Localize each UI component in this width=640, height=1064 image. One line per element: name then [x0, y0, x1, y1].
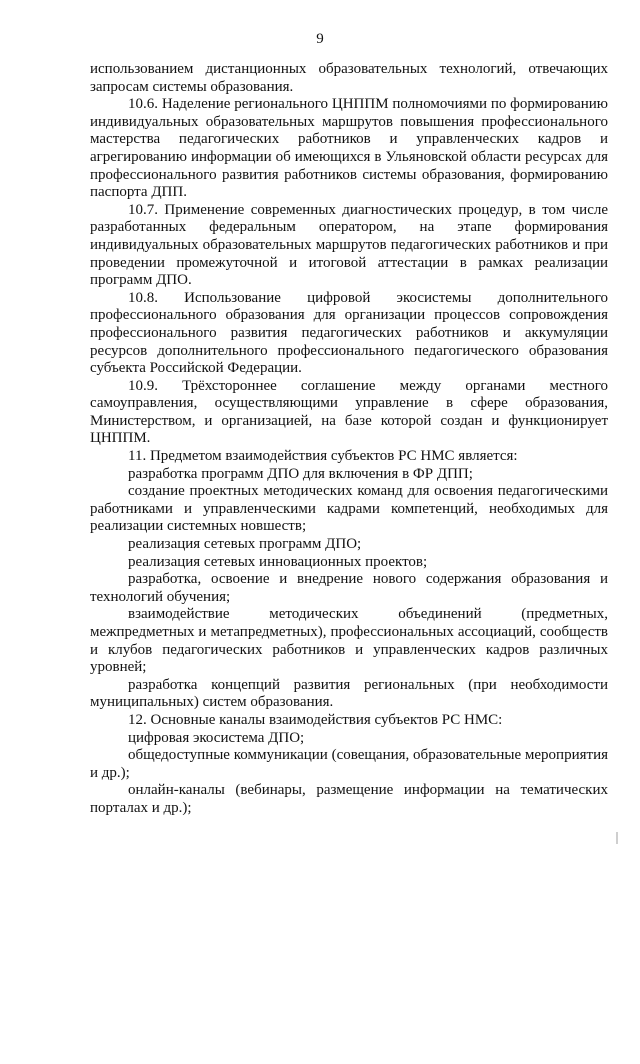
- document-body: [90, 61, 608, 818]
- paragraph-10-7: 10.7. Применение современных диагностических процедур, в том числе разработанных федеральным оператором, на этапе формирования индивидуальных образовательных маршрутов педагогических работников и при проведении промежуточной и итоговой аттестации в рамках реализации программ ДПО.: [90, 201, 608, 289]
- page-number: 9: [316, 31, 324, 47]
- paragraph-10-9: 10.9. Трёхстороннее соглашение между органами местного самоуправления, осуществляющими управление в сфере образования, Министерством, и организацией, на базе которой создан и функционирует ЦНППМ.: [90, 377, 608, 447]
- list-item-new-content: разработка, освоение и внедрение нового содержания образования и технологий обучения;: [90, 571, 608, 605]
- paragraph-11-heading: 11. Предметом взаимодействия субъектов РС НМС является:: [128, 448, 518, 465]
- paragraph-12-heading: 12. Основные каналы взаимодействия субъектов РС НМС:: [128, 711, 503, 728]
- list-item-project-teams: создание проектных методических команд для освоения педагогическими работниками и управленческими кадрами компетенций, необходимых для реализации системных новшеств;: [90, 483, 608, 535]
- paragraph-10-8: 10.8. Использование цифровой экосистемы дополнительного профессионального образования для организации процессов сопровождения профессионального развития педагогических работников и аккумуляции ресурсов дополнительного профессионального педагогического образования субъекта Российской Федерации.: [90, 289, 608, 377]
- scan-artifact: [616, 832, 618, 844]
- list-item-concepts: разработка концепций развития региональных (при необходимости муниципальных) систем образования.: [90, 676, 608, 711]
- list-item-network-programs: реализация сетевых программ ДПО;: [128, 536, 362, 553]
- list-item-dpo-programs: разработка программ ДПО для включения в ФР ДПП;: [128, 465, 473, 482]
- list-item-online-channels: онлайн-каналы (вебинары, размещение информации на тематических порталах и др.);: [90, 782, 608, 816]
- paragraph-continuation: использованием дистанционных образовательных технологий, отвечающих запросам системы образования.: [90, 61, 608, 95]
- list-item-innovation-projects: реализация сетевых инновационных проектов;: [128, 553, 428, 570]
- list-item-public-communications: общедоступные коммуникации (совещания, образовательные мероприятия и др.);: [90, 747, 608, 781]
- list-item-methodical-associations: взаимодействие методических объединений (предметных, межпредметных и метапредметных), профессиональных ассоциаций, сообществ и клубов педагогических работников и управленческих кадров различных уровней;: [90, 606, 608, 676]
- list-item-digital-ecosystem: цифровая экосистема ДПО;: [128, 729, 305, 746]
- paragraph-10-6: 10.6. Наделение регионального ЦНППМ полномочиями по формированию индивидуальных образовательных маршрутов повышения профессионального мастерства педагогических работников и управленческих кадров и агрегированию информации об имеющихся в Ульяновской области ресурсах для профессионального развития работников системы образования, формированию паспорта ДПП.: [90, 96, 608, 201]
